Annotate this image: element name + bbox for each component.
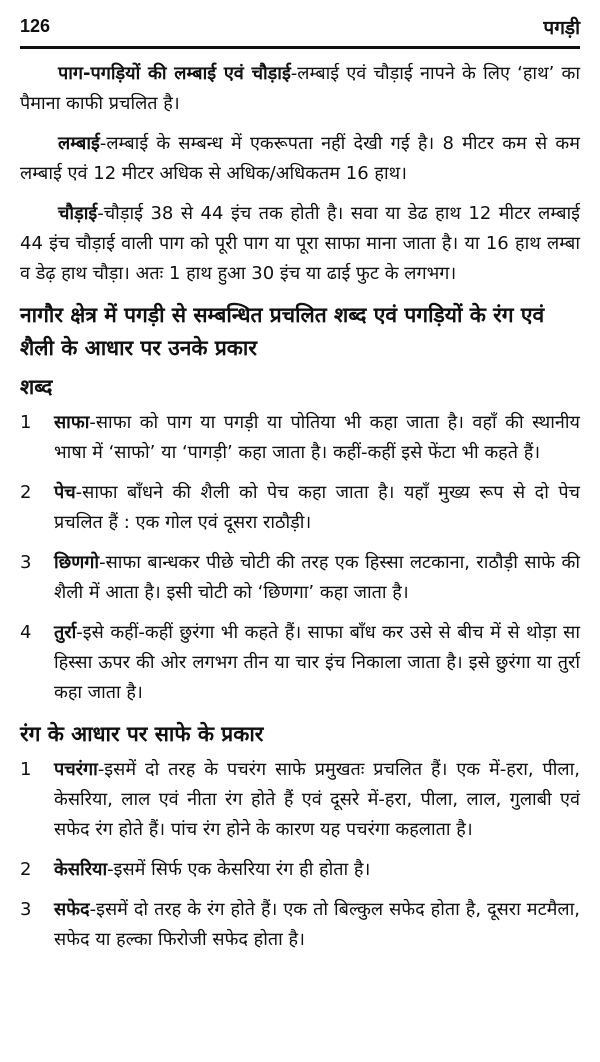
- intro-paragraph: [20, 129, 580, 189]
- list-item: [20, 408, 580, 468]
- item-body: -साफा को पाग या पगड़ी या पोतिया भी कहा जाता है। वहाँ की स्थानीय भाषा में ‘साफो’ या ‘पागड़ी’ कहा जाता है। कहीं-कहीं इसे फेंटा भी कहते हैं।: [54, 412, 580, 463]
- item-number: 1: [20, 759, 32, 780]
- intro-text: -चौड़ाई 38 से 44 इंच तक होती है। सवा या डेढ हाथ 12 मीटर लम्बाई 44 इंच चौड़ाई वाली पाग को पूरी पाग या पूरा साफा माना जाता है। या 16 हाथ लम्बा व डेढ़ हाथ चौड़ा। अतः 1 हाथ हुआ 30 इंच या ढाई फुट के लगभग।: [20, 203, 580, 284]
- item-term: केसरिया: [54, 859, 108, 880]
- item-text: [54, 755, 580, 845]
- colors-list: [20, 755, 580, 955]
- item-body: -इसमें दो तरह के पचरंग साफे प्रमुखतः प्रचलित हैं। एक में-हरा, पीला, केसरिया, लाल एवं नीता रंग होते हैं एवं दूसरे में-हरा, पीला, लाल, गुलाबी एवं सफेद रंग होते हैं। पांच रंग होने के कारण यह पचरंगा कहलाता है।: [54, 759, 580, 840]
- intro-paragraph: [20, 199, 580, 289]
- section-heading: नागौर क्षेत्र में पगड़ी से सम्बन्धित प्रचलित शब्द एवं पगड़ियों के रंग एवं शैली के आधार पर उनके प्रकार: [20, 303, 545, 360]
- item-term: पेच: [54, 482, 76, 503]
- item-body: -साफा बाँधने की शैली को पेच कहा जाता है। यहाँ मुख्य रूप से दो पेच प्रचलित हैं : एक गोल एवं दूसरा राठौड़ी।: [54, 482, 580, 533]
- item-text: [54, 855, 580, 885]
- item-text: [54, 548, 580, 608]
- item-text: [54, 408, 580, 468]
- terms-heading: शब्द: [20, 375, 53, 399]
- item-text: [54, 895, 580, 955]
- item-text: [54, 618, 580, 708]
- terms-list: [20, 408, 580, 708]
- item-text: [54, 478, 580, 538]
- item-body: -इसमें दो तरह के रंग होते हैं। एक तो बिल्कुल सफेद होता है, दूसरा मटमैला, सफेद या हल्का फिरोजी सफेद होता है।: [54, 899, 580, 950]
- item-term: छिणगो: [54, 552, 100, 573]
- intro-term: चौड़ाई: [58, 203, 98, 224]
- list-item: [20, 855, 580, 885]
- running-head: पगड़ी: [543, 17, 580, 39]
- list-item: [20, 478, 580, 538]
- page-header: [20, 0, 580, 49]
- list-item: [20, 618, 580, 708]
- list-item: [20, 755, 580, 845]
- intro-paragraph: [20, 59, 580, 119]
- item-number: 3: [20, 552, 32, 573]
- item-number: 2: [20, 482, 32, 503]
- item-body: -इसमें सिर्फ एक केसरिया रंग ही होता है।: [107, 859, 371, 880]
- item-term: साफा: [54, 412, 90, 433]
- intro-text: -लम्बाई एवं चौड़ाई नापने के लिए ‘हाथ’ का पैमाना काफी प्रचलित है।: [20, 63, 580, 114]
- item-number: 4: [20, 622, 32, 643]
- item-term: सफेद: [54, 899, 90, 920]
- colors-heading: रंग के आधार पर साफे के प्रकार: [20, 722, 264, 746]
- item-number: 3: [20, 899, 32, 920]
- list-item: [20, 895, 580, 955]
- intro-term: पाग-पगड़ियों की लम्बाई एवं चौड़ाई: [58, 63, 291, 84]
- item-body: -इसे कहीं-कहीं छुरंगा भी कहते हैं। साफा बाँध कर उसे से बीच में से थोड़ा सा हिस्सा ऊपर की ओर लगभग तीन या चार इंच निकाला जाता है। इसे छुरंगा या तुर्रा कहा जाता है।: [54, 622, 581, 703]
- page-content: [20, 49, 580, 955]
- item-number: 1: [20, 412, 32, 433]
- item-body: -साफा बान्धकर पीछे चोटी की तरह एक हिस्सा लटकाना, राठौड़ी साफे की शैली में आता है। इसी चोटी को ‘छिणगा’ कहा जाता है।: [54, 552, 580, 603]
- item-number: 2: [20, 859, 32, 880]
- intro-text: -लम्बाई के सम्बन्ध में एकरूपता नहीं देखी गई है। 8 मीटर कम से कम लम्बाई एवं 12 मीटर अधिक से अधिक/अधिकतम 16 हाथ।: [20, 133, 580, 184]
- item-term: तुर्रा: [54, 622, 77, 643]
- list-item: [20, 548, 580, 608]
- intro-term: लम्बाई: [58, 133, 100, 154]
- page-number: 126: [20, 16, 51, 36]
- item-term: पचरंगा: [54, 759, 98, 780]
